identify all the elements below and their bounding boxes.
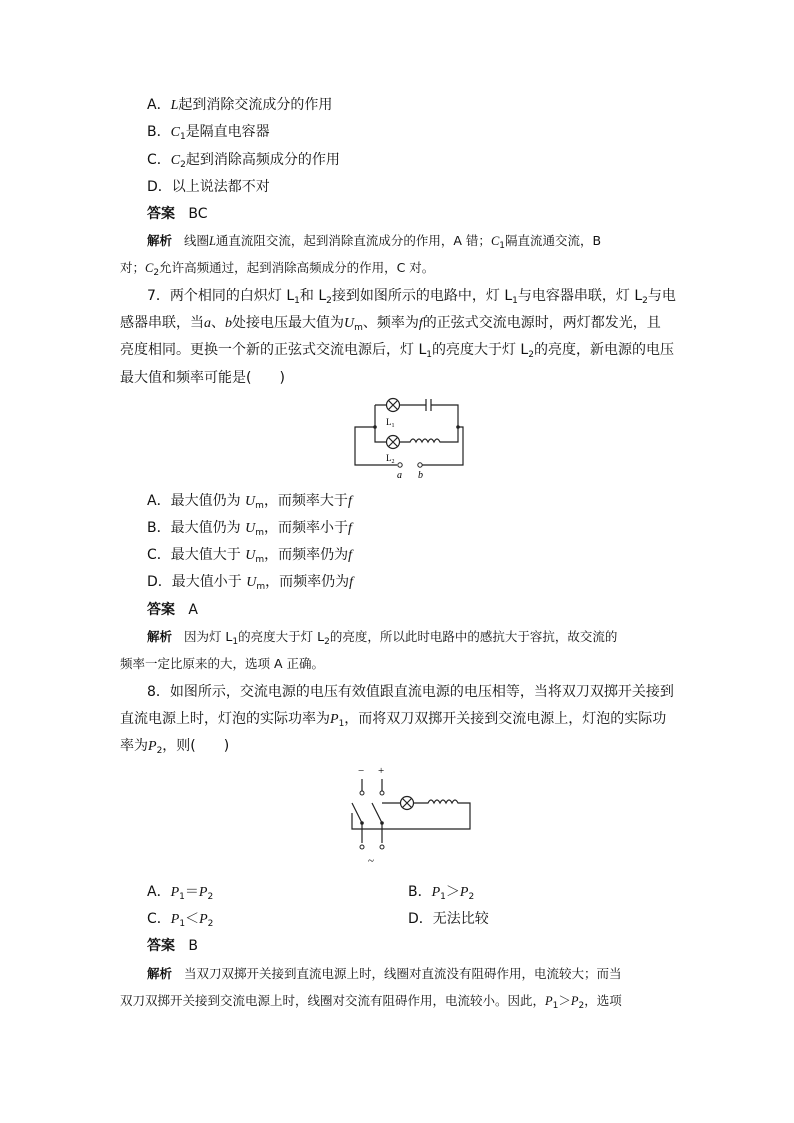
terminal-dc-plus — [380, 791, 384, 795]
text: 通直流阻交流，起到消除直流成分的作用，A 错； — [215, 233, 491, 248]
variable: U — [344, 316, 355, 331]
text: 的亮度，新电源的电压 — [533, 342, 674, 358]
option-text: 起到消除高频成分的作用 — [185, 152, 340, 168]
text: 隔直流通交流，B — [505, 233, 602, 248]
text: 频率一定比原来的大，选项 A 正确。 — [120, 656, 324, 671]
q8-answer — [147, 936, 198, 956]
q8-stem-line-2 — [120, 709, 666, 734]
subscript: 2 — [207, 892, 214, 902]
option-label: A． — [147, 493, 171, 509]
variable: P — [431, 885, 441, 900]
junction-dot — [456, 425, 460, 429]
switch-blade-right — [372, 803, 382, 823]
solution-label: 解析 — [147, 629, 173, 644]
text: ，而频率仍为 — [264, 547, 349, 563]
text: 的亮度大于灯 L — [431, 342, 529, 358]
text: 最大值仍为 — [170, 520, 241, 536]
text: 亮度相同。更换一个新的正弦式交流电源后，灯 L — [120, 342, 427, 358]
subscript: m — [255, 555, 265, 565]
subscript: 2 — [468, 892, 475, 902]
text: ，则( ) — [162, 738, 230, 754]
variable: L — [170, 98, 179, 113]
variable: f — [348, 548, 353, 563]
wire — [375, 405, 386, 427]
text: 8．如图所示，交流电源的电压有效值跟直流电源的电压相等，当将双刀双掷开关接到 — [147, 684, 674, 700]
subscript: m — [256, 582, 266, 592]
text: 和 L — [299, 288, 327, 304]
subscript: 2 — [326, 296, 332, 306]
q8-circuit-figure — [340, 763, 480, 875]
variable: P — [570, 994, 579, 1008]
q7-option-c — [147, 545, 352, 570]
label-b: b — [418, 470, 423, 481]
variable: P — [545, 994, 553, 1008]
q7-solution-line-2 — [120, 654, 324, 674]
subscript: 1 — [440, 892, 446, 902]
text: ，而将双刀双掷开关接到交流电源上，灯泡的实际功 — [344, 711, 667, 727]
label-plus: + — [378, 765, 385, 777]
subscript: 1 — [499, 241, 506, 251]
option-label: A． — [147, 884, 171, 900]
q7-solution-line-1 — [147, 627, 617, 652]
text: 与电 — [647, 288, 676, 304]
text: 感器串联，当 — [120, 315, 204, 331]
subscript: 2 — [156, 746, 163, 756]
option-text: 起到消除交流成分的作用 — [178, 97, 333, 113]
option-label: C． — [147, 911, 171, 927]
wire — [422, 427, 463, 465]
q6-option-c — [147, 150, 340, 175]
subscript: 2 — [324, 637, 330, 647]
subscript: 2 — [153, 268, 160, 278]
subscript: 2 — [578, 1001, 585, 1011]
subscript: m — [255, 501, 264, 511]
variable: U — [246, 575, 257, 590]
wire — [375, 427, 386, 442]
subscript: m — [354, 323, 363, 333]
variable: C — [170, 125, 180, 140]
subscript: 1 — [179, 919, 186, 929]
variable: U — [245, 521, 256, 536]
text: 的亮度，所以此时电路中的感抗大于容抗，故交流的 — [329, 629, 618, 644]
variable: C — [170, 153, 181, 168]
option-label: D． — [147, 574, 172, 590]
variable: C — [490, 234, 500, 248]
wire — [362, 837, 382, 843]
q8-option-a — [147, 882, 213, 907]
text: 7．两个相同的白炽灯 L — [147, 288, 295, 304]
label-l2: $L_2$ — [386, 453, 395, 465]
q6-option-d — [147, 177, 270, 197]
q8-option-c — [147, 909, 213, 934]
subscript: 2 — [207, 919, 214, 929]
subscript: 1 — [294, 296, 300, 306]
variable: a — [204, 316, 211, 331]
text: 、频率为 — [362, 315, 419, 331]
q7-option-a — [147, 491, 352, 516]
text: 的亮度大于灯 L — [238, 629, 325, 644]
terminal-ac — [380, 845, 384, 849]
variable: U — [245, 548, 256, 563]
option-label: D． — [408, 911, 433, 927]
label-minus: − — [358, 765, 365, 777]
solution-label: 解析 — [147, 966, 173, 981]
text: 直流电源上时，灯泡的实际功率为 — [120, 711, 330, 727]
variable: P — [148, 739, 157, 754]
text: ，选项 — [584, 993, 622, 1008]
label-ac: ~ — [368, 855, 374, 867]
text: 因为灯 L — [183, 629, 233, 644]
answer-label: 答案 — [147, 602, 175, 618]
variable: L — [208, 234, 216, 248]
switch-pivot — [360, 821, 364, 825]
variable: C — [145, 261, 154, 275]
text: 率为 — [120, 738, 148, 754]
subscript: 1 — [552, 1001, 559, 1011]
text: 最大值大于 — [170, 547, 241, 563]
terminal-dc-minus — [360, 791, 364, 795]
text: 最大值和频率可能是( ) — [120, 370, 285, 386]
text: 、 — [211, 315, 225, 331]
q8-option-b — [408, 882, 474, 907]
subscript: 1 — [232, 637, 239, 647]
subscript: 2 — [642, 296, 648, 306]
option-label: C． — [147, 152, 171, 168]
q6-solution-line-2 — [120, 258, 434, 283]
solution-label: 解析 — [147, 233, 173, 248]
q8-stem-line-1 — [147, 682, 674, 702]
coil-icon — [414, 800, 461, 803]
q7-stem-line-2 — [120, 313, 661, 338]
q8-solution-line-2 — [120, 991, 622, 1016]
q6-option-b — [147, 122, 270, 147]
junction-dot — [373, 425, 377, 429]
answer-value: A — [188, 602, 198, 618]
text: 双刀双掷开关接到交流电源上时，线圈对交流有阻碍作用，电流较小。因此， — [120, 993, 546, 1008]
text: 允许高频通过，起到消除高频成分的作用，C 对。 — [159, 260, 435, 275]
subscript: 1 — [338, 719, 345, 729]
variable: U — [245, 494, 256, 509]
label-l1: $L_1$ — [386, 417, 395, 429]
operator: ＝ — [184, 884, 199, 900]
option-label: B． — [147, 124, 171, 140]
variable: P — [170, 912, 180, 927]
text: 线圈 — [183, 233, 209, 248]
subscript: m — [255, 528, 264, 538]
q8-option-d — [408, 909, 489, 929]
q8-stem-line-3 — [120, 736, 229, 761]
variable: P — [330, 712, 339, 727]
operator: ＜ — [185, 911, 200, 927]
q7-answer — [147, 600, 198, 620]
subscript: 1 — [512, 296, 518, 306]
text: ，而频率仍为 — [265, 574, 350, 590]
variable: f — [418, 316, 423, 331]
variable: b — [225, 316, 232, 331]
option-text: 以上说法都不对 — [171, 179, 270, 195]
operator: ＞ — [445, 884, 460, 900]
text: 最大值仍为 — [170, 493, 241, 509]
text: 接到如图所示的电路中，灯 L — [331, 288, 513, 304]
variable: f — [347, 494, 352, 509]
q6-answer — [147, 204, 208, 224]
variable: f — [347, 521, 352, 536]
text: ，而频率大于 — [263, 493, 348, 509]
text: 与电容器串联，灯 L — [517, 288, 643, 304]
subscript: 2 — [180, 160, 186, 170]
lamp-l1-cross — [389, 401, 398, 410]
q8-solution-line-1 — [147, 964, 621, 984]
text: 最大值小于 — [171, 574, 242, 590]
answer-value: BC — [188, 206, 208, 222]
terminal-a — [398, 463, 402, 467]
option-label: C． — [147, 547, 171, 563]
answer-value: B — [188, 938, 198, 954]
answer-label: 答案 — [147, 938, 175, 954]
terminal-b — [418, 463, 422, 467]
capacitor-icon — [400, 399, 459, 427]
text: 的正弦式交流电源时，两灯都发光，且 — [422, 315, 661, 331]
variable: P — [198, 885, 208, 900]
q7-option-d — [147, 572, 353, 597]
q7-circuit-figure — [350, 395, 475, 485]
q6-option-a — [147, 95, 332, 116]
text: 对； — [120, 260, 146, 275]
inductor-icon — [400, 427, 459, 442]
option-label: B． — [147, 520, 171, 536]
q6-solution-line-1 — [147, 231, 601, 256]
answer-label: 答案 — [147, 206, 175, 222]
option-label: D． — [147, 179, 172, 195]
operator: ＞ — [558, 993, 571, 1008]
option-label: B． — [408, 884, 432, 900]
subscript: 2 — [528, 350, 534, 360]
q7-stem-line-1 — [147, 286, 676, 311]
subscript: 1 — [426, 350, 432, 360]
text: 处接电压最大值为 — [232, 315, 344, 331]
variable: f — [349, 575, 354, 590]
label-a: a — [397, 470, 402, 481]
text: 当双刀双掷开关接到直流电源上时，线圈对直流没有阻碍作用，电流较大；而当 — [183, 966, 622, 981]
q7-option-b — [147, 518, 352, 543]
subscript: 1 — [179, 132, 186, 142]
switch-blade-left — [352, 803, 362, 823]
text: ，而频率小于 — [263, 520, 348, 536]
option-text: 是隔直电容器 — [185, 124, 270, 140]
variable: P — [170, 885, 180, 900]
q7-stem-line-3 — [120, 340, 674, 365]
variable: P — [459, 885, 469, 900]
lamp-l2-cross — [389, 438, 398, 447]
lamp-cross — [403, 799, 412, 808]
switch-pivot — [380, 821, 384, 825]
option-text: 无法比较 — [432, 911, 489, 927]
q7-stem-line-4 — [120, 368, 285, 388]
option-label: A． — [147, 97, 171, 113]
terminal-ac — [360, 845, 364, 849]
variable: P — [199, 912, 208, 927]
subscript: 1 — [179, 892, 185, 902]
